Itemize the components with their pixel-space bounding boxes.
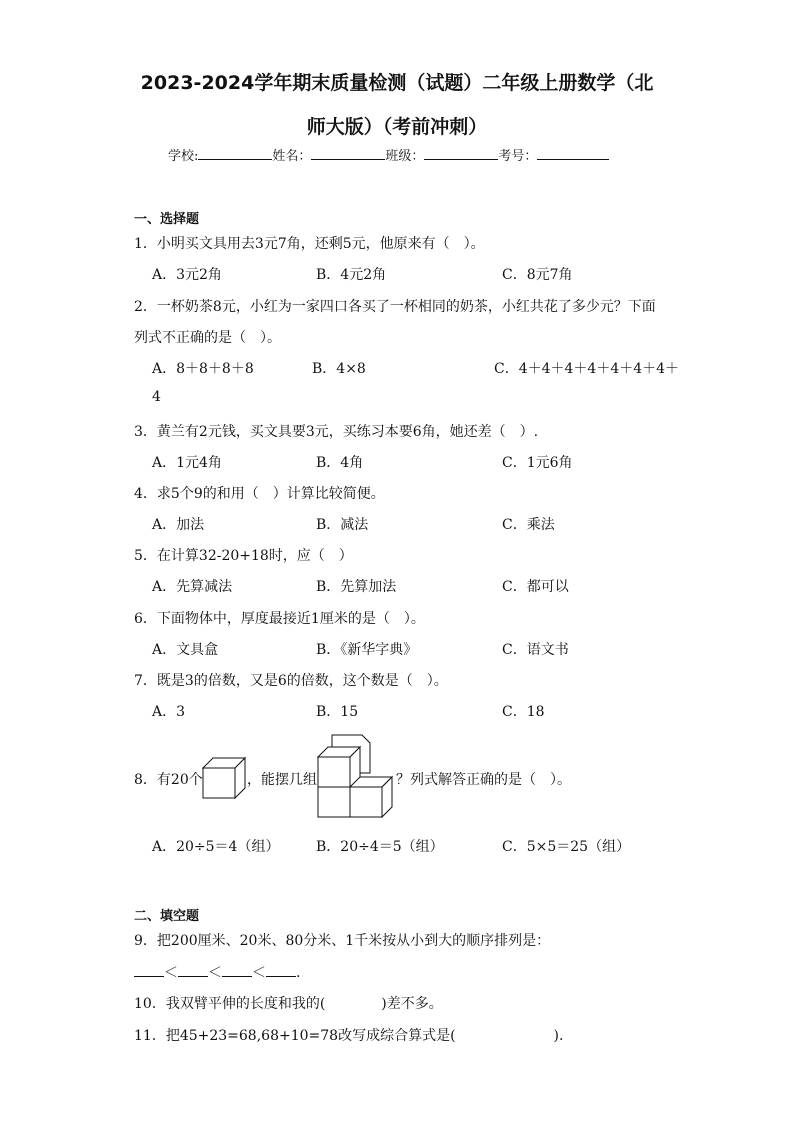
q4-option-c[interactable]: C．乘法 bbox=[502, 517, 555, 533]
student-info bbox=[168, 145, 609, 164]
question-3: 3．黄兰有2元钱，买文具要3元，买练习本要6角，她还差（ ）. bbox=[134, 424, 539, 440]
less-than: ＜ bbox=[208, 965, 222, 981]
section-fill-title: 二、填空题 bbox=[134, 909, 200, 924]
question-2-line2: 列式不正确的是（ ）。 bbox=[134, 330, 281, 346]
period: . bbox=[296, 965, 301, 981]
q6-option-c[interactable]: C．语文书 bbox=[502, 642, 569, 658]
q4-option-b[interactable]: B．减法 bbox=[316, 517, 369, 533]
q9-blank-2[interactable] bbox=[178, 964, 208, 977]
page-title: 2023-2024学年期末质量检测（试题）二年级上册数学（北 bbox=[140, 72, 654, 94]
q5-option-b[interactable]: B．先算加法 bbox=[316, 579, 397, 595]
q5-option-a[interactable]: A．先算减法 bbox=[152, 579, 233, 595]
q3-option-c[interactable]: C．1元6角 bbox=[502, 455, 573, 471]
q9-blank-1[interactable] bbox=[134, 964, 164, 977]
question-9: 9．把200厘米、20米、80分米、1千米按从小到大的顺序排列是： bbox=[134, 933, 551, 949]
question-6: 6．下面物体中，厚度最接近1厘米的是（ ）。 bbox=[134, 611, 425, 627]
question-1: 1．小明买文具用去3元7角，还剩5元，他原来有（ ）。 bbox=[134, 236, 485, 252]
question-8-end: ？列式解答正确的是（ ）。 bbox=[396, 772, 571, 788]
q9-answer-line bbox=[134, 962, 300, 982]
q7-option-c[interactable]: C．18 bbox=[502, 704, 545, 720]
question-10[interactable]: 10．我双臂平伸的长度和我的( )差不多。 bbox=[134, 996, 443, 1012]
q4-option-a[interactable]: A．加法 bbox=[152, 517, 205, 533]
q6-option-a[interactable]: A．文具盒 bbox=[152, 642, 219, 658]
school-label: 学校: bbox=[168, 149, 199, 164]
school-blank[interactable] bbox=[198, 147, 272, 160]
class-label: 班级： bbox=[385, 149, 425, 164]
q8-option-b[interactable]: B．20÷4＝5（组） bbox=[316, 839, 444, 855]
question-8-start: 8．有20个 bbox=[134, 772, 203, 788]
page-title-line2: 师大版）（考前冲刺） bbox=[306, 116, 488, 138]
q8-option-c[interactable]: C．5×5＝25（组） bbox=[502, 839, 631, 855]
name-blank[interactable] bbox=[311, 147, 385, 160]
section-choice-title: 一、选择题 bbox=[134, 212, 200, 227]
name-label: 姓名： bbox=[272, 149, 312, 164]
q2-option-c[interactable]: C．4＋4＋4＋4＋4＋4＋4＋ bbox=[494, 361, 680, 377]
q3-option-b[interactable]: B．4角 bbox=[316, 455, 364, 471]
q1-option-a[interactable]: A．3元2角 bbox=[152, 267, 222, 283]
q5-option-c[interactable]: C．都可以 bbox=[502, 579, 569, 595]
class-blank[interactable] bbox=[424, 147, 498, 160]
question-2: 2．一杯奶茶8元，小红为一家四口各买了一杯相同的奶茶，小红共花了多少元？下面 bbox=[134, 299, 656, 315]
q1-option-c[interactable]: C．8元7角 bbox=[502, 267, 573, 283]
cube-stack-icon bbox=[316, 733, 396, 819]
q2-option-a[interactable]: A．8＋8＋8＋8 bbox=[152, 361, 254, 377]
q9-blank-3[interactable] bbox=[222, 964, 252, 977]
number-blank[interactable] bbox=[537, 147, 609, 160]
q3-option-a[interactable]: A．1元4角 bbox=[152, 455, 222, 471]
q8-option-a[interactable]: A．20÷5＝4（组） bbox=[152, 839, 280, 855]
q9-blank-4[interactable] bbox=[266, 964, 296, 977]
question-4: 4．求5个9的和用（ ）计算比较简便。 bbox=[134, 486, 385, 502]
question-11[interactable]: 11．把45+23=68,68+10=78改写成综合算式是( ). bbox=[134, 1028, 564, 1044]
question-5: 5．在计算32-20+18时，应（ ） bbox=[134, 548, 353, 564]
q2-option-c-cont: 4 bbox=[152, 389, 161, 405]
question-7: 7．既是3的倍数，又是6的倍数，这个数是（ ）。 bbox=[134, 673, 448, 689]
q7-option-a[interactable]: A．3 bbox=[152, 704, 186, 720]
q6-option-b[interactable]: B．《新华字典》 bbox=[316, 642, 418, 658]
question-8-mid: ，能摆几组 bbox=[247, 772, 317, 788]
less-than: ＜ bbox=[164, 965, 178, 981]
q2-option-b[interactable]: B．4×8 bbox=[312, 361, 366, 377]
q7-option-b[interactable]: B．15 bbox=[316, 704, 359, 720]
less-than: ＜ bbox=[252, 965, 266, 981]
q1-option-b[interactable]: B．4元2角 bbox=[316, 267, 387, 283]
cube-icon bbox=[201, 756, 247, 800]
number-label: 考号： bbox=[498, 149, 538, 164]
